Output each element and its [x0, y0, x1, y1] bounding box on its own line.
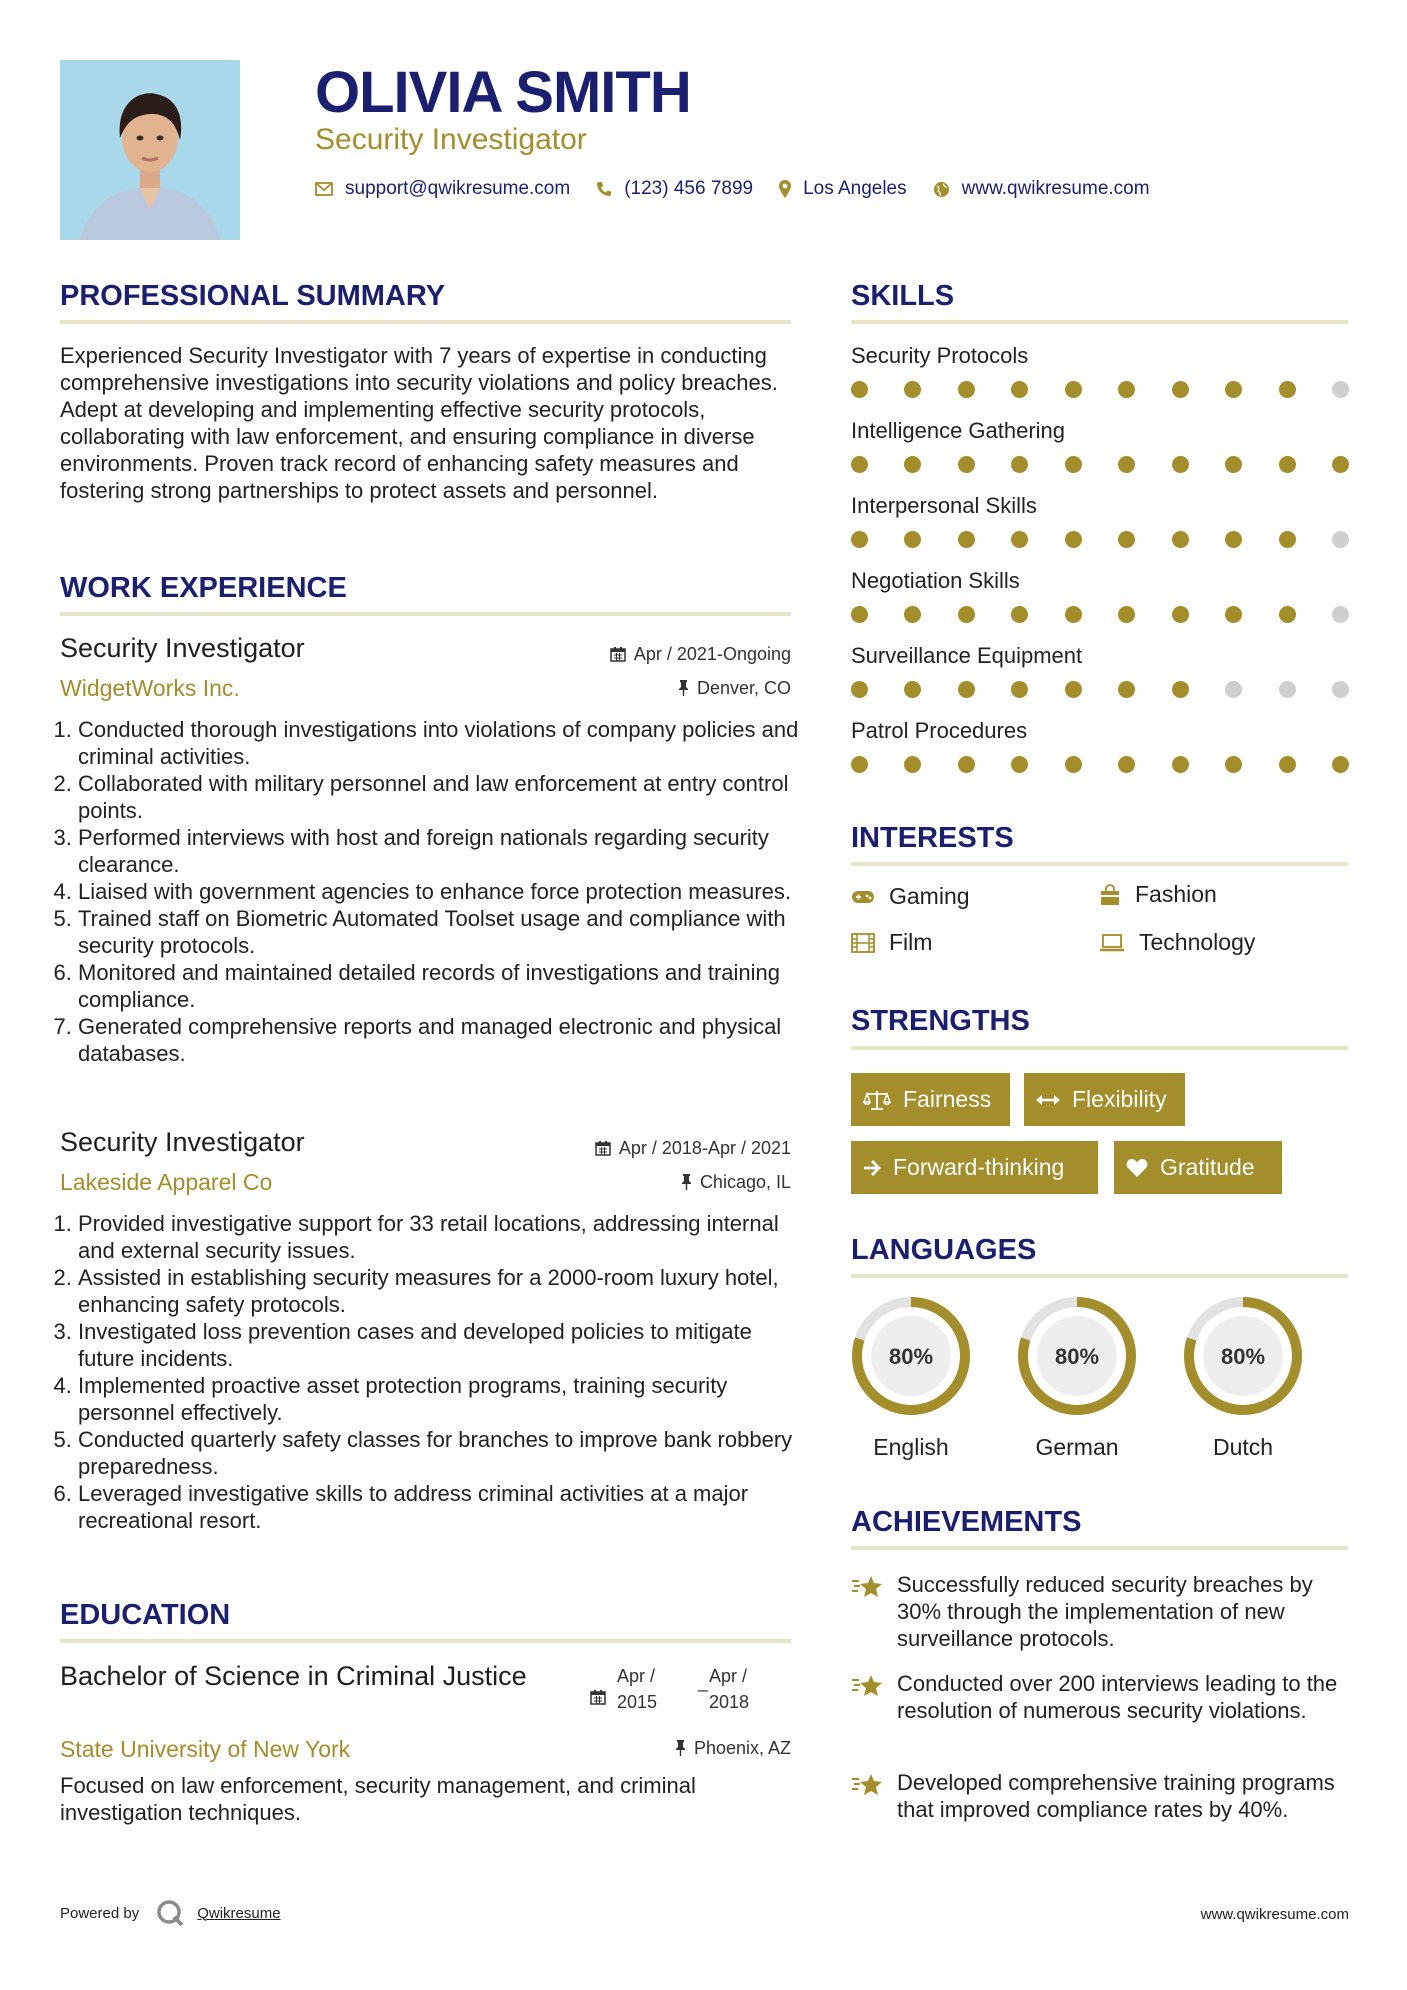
pushpin-icon: [678, 680, 689, 696]
rating-dot-filled: [1225, 456, 1242, 473]
rating-dot-filled: [851, 531, 868, 548]
rating-dot-filled: [1225, 756, 1242, 773]
contact-email[interactable]: support@qwikresume.com: [345, 178, 571, 199]
balance-scale-icon: [863, 1089, 891, 1111]
portrait-image: [60, 60, 240, 240]
languages-divider: [851, 1274, 1348, 1278]
rating-dot-filled: [904, 756, 921, 773]
job-title: Security Investigator: [60, 633, 305, 663]
interest-label: Technology: [1139, 929, 1256, 955]
rating-dot-filled: [958, 606, 975, 623]
interest-item: [1099, 929, 1255, 956]
list-item: 4. Implemented proactive asset protection programs, training security personnel effectively.: [78, 1372, 800, 1426]
strength-badge: [1024, 1073, 1185, 1126]
list-item: 5. Trained staff on Biometric Automated Toolset usage and compliance with security protocols.: [78, 905, 800, 959]
candidate-title: Security Investigator: [315, 123, 587, 156]
interest-label: Fashion: [1135, 881, 1217, 907]
calendar-icon: [610, 646, 626, 662]
skill-rating: [851, 681, 1349, 698]
education-start-year: 2015: [617, 1692, 658, 1712]
language-label: Dutch: [1212, 1434, 1274, 1460]
rating-dot-filled: [851, 681, 868, 698]
rating-dot-filled: [1065, 681, 1082, 698]
languages-heading: LANGUAGES: [851, 1234, 1037, 1266]
company-name: WidgetWorks Inc.: [60, 675, 240, 701]
education-start-month: Apr /: [617, 1666, 656, 1686]
achievements-divider: [851, 1546, 1348, 1550]
rating-dot-empty: [1332, 681, 1349, 698]
achievements-heading: ACHIEVEMENTS: [851, 1506, 1082, 1538]
rating-dot-empty: [1332, 381, 1349, 398]
rating-dot-filled: [1225, 381, 1242, 398]
degree-title: Bachelor of Science in Criminal Justice: [60, 1661, 527, 1691]
list-item: 1. Provided investigative support for 33 retail locations, addressing internal and external security issues.: [78, 1210, 800, 1264]
language-item: [846, 1293, 976, 1461]
rating-dot-filled: [851, 381, 868, 398]
pushpin-icon: [681, 1174, 692, 1190]
list-item: 6. Monitored and maintained detailed records of investigations and training compliance.: [78, 959, 800, 1013]
gamepad-icon: [851, 889, 875, 905]
job-dates-text: Apr / 2021-Ongoing: [633, 644, 791, 664]
rating-dot-filled: [1011, 681, 1028, 698]
strengths-heading: STRENGTHS: [851, 1005, 1030, 1037]
skill-rating: [851, 456, 1349, 473]
rating-dot-empty: [1332, 606, 1349, 623]
footer-website[interactable]: www.qwikresume.com: [1200, 1906, 1349, 1923]
rating-dot-filled: [1065, 606, 1082, 623]
interest-item: [851, 929, 932, 956]
rating-dot-filled: [1172, 381, 1189, 398]
arrows-horizontal-icon: [1036, 1094, 1060, 1106]
strength-label: Flexibility: [1072, 1086, 1167, 1112]
rating-dot-filled: [1118, 531, 1135, 548]
job-location-text: Denver, CO: [696, 678, 791, 698]
shooting-star-icon: [851, 1573, 885, 1601]
pushpin-icon: [675, 1740, 686, 1756]
list-item: 5. Conducted quarterly safety classes for branches to improve bank robbery preparedness.: [78, 1426, 800, 1480]
list-item: 4. Liaised with government agencies to enhance force protection measures.: [78, 878, 800, 905]
job-location-text: Chicago, IL: [699, 1172, 791, 1192]
list-item: 2. Collaborated with military personnel and law enforcement at entry control points.: [78, 770, 800, 824]
rating-dot-empty: [1279, 681, 1296, 698]
skill-rating: [851, 606, 1349, 623]
language-progress-ring: [1178, 1293, 1308, 1419]
rating-dot-filled: [1065, 381, 1082, 398]
heart-icon: [1126, 1158, 1148, 1178]
rating-dot-filled: [1065, 756, 1082, 773]
company-name: Lakeside Apparel Co: [60, 1169, 273, 1195]
skill-rating: [851, 381, 1349, 398]
language-progress-ring: [1012, 1293, 1142, 1419]
rating-dot-filled: [1279, 606, 1296, 623]
rating-dot-filled: [1225, 606, 1242, 623]
skill-label: Security Protocols: [851, 343, 1029, 368]
skill-label: Surveillance Equipment: [851, 643, 1083, 668]
language-percent: 80%: [1054, 1344, 1100, 1369]
contact-bar: [315, 178, 1176, 200]
rating-dot-filled: [1118, 756, 1135, 773]
list-item: 2. Assisted in establishing security measures for a 2000-room luxury hotel, enhancing safety protocols.: [78, 1264, 800, 1318]
rating-dot-filled: [851, 756, 868, 773]
interests-heading: INTERESTS: [851, 822, 1014, 854]
map-pin-icon: [779, 180, 791, 198]
rating-dot-filled: [1279, 381, 1296, 398]
education-end-month: Apr /: [709, 1666, 748, 1686]
skill-rating: [851, 756, 1349, 773]
rating-dot-filled: [851, 606, 868, 623]
list-item: 3. Investigated loss prevention cases and developed policies to mitigate future incidents.: [78, 1318, 800, 1372]
job-location: [520, 1171, 791, 1193]
shooting-star-icon: [851, 1771, 885, 1799]
contact-location: Los Angeles: [803, 178, 907, 199]
rating-dot-filled: [958, 756, 975, 773]
skill-label: Interpersonal Skills: [851, 493, 1037, 518]
rating-dot-filled: [958, 531, 975, 548]
laptop-icon: [1099, 933, 1125, 953]
language-percent: 80%: [888, 1344, 934, 1369]
language-percent: 80%: [1220, 1344, 1266, 1369]
rating-dot-filled: [1118, 681, 1135, 698]
job-dates-text: Apr / 2018-Apr / 2021: [618, 1138, 791, 1158]
achievement-item: [851, 1571, 1351, 1652]
summary-divider: [60, 320, 791, 324]
rating-dot-filled: [958, 681, 975, 698]
rating-dot-filled: [1118, 381, 1135, 398]
rating-dot-filled: [958, 456, 975, 473]
phone-icon: [596, 181, 612, 197]
education-end-year: 2018: [709, 1692, 750, 1712]
strengths-divider: [851, 1046, 1348, 1050]
rating-dot-filled: [1011, 456, 1028, 473]
education-text: Focused on law enforcement, security management, and criminal investigation techniques.: [60, 1773, 696, 1825]
rating-dot-filled: [1279, 756, 1296, 773]
list-item: 1. Conducted thorough investigations into violations of company policies and criminal activities.: [78, 716, 800, 770]
rating-dot-filled: [1011, 381, 1028, 398]
rating-dot-filled: [1172, 756, 1189, 773]
skill-label: Patrol Procedures: [851, 718, 1028, 743]
rating-dot-filled: [904, 531, 921, 548]
achievement-text: Conducted over 200 interviews leading to the resolution of numerous security violations.: [897, 1671, 1338, 1723]
rating-dot-filled: [1172, 456, 1189, 473]
rating-dot-filled: [904, 381, 921, 398]
education-heading: EDUCATION: [60, 1599, 231, 1631]
rating-dot-filled: [1011, 606, 1028, 623]
contact-phone[interactable]: (123) 456 7899: [624, 178, 754, 199]
strength-badge: [1114, 1141, 1282, 1194]
rating-dot-filled: [958, 381, 975, 398]
calendar-icon: [595, 1140, 611, 1156]
strength-badge: [851, 1073, 1010, 1126]
strength-label: Fairness: [903, 1086, 992, 1112]
language-item: [1012, 1293, 1142, 1461]
shooting-star-icon: [851, 1672, 885, 1700]
rating-dot-filled: [1172, 531, 1189, 548]
rating-dot-filled: [1279, 456, 1296, 473]
rating-dot-filled: [1118, 606, 1135, 623]
skill-label: Intelligence Gathering: [851, 418, 1066, 443]
skill-label: Negotiation Skills: [851, 568, 1020, 593]
rating-dot-filled: [1011, 531, 1028, 548]
qwikresume-logo-icon: [155, 1898, 185, 1928]
contact-website[interactable]: www.qwikresume.com: [961, 178, 1150, 199]
school-name: State University of New York: [60, 1736, 351, 1762]
footer-powered-by: [60, 1898, 281, 1928]
achievement-item: [851, 1769, 1351, 1823]
education-location-text: Phoenix, AZ: [693, 1738, 791, 1758]
calendar-icon: [590, 1689, 606, 1705]
rating-dot-filled: [904, 456, 921, 473]
skills-heading: SKILLS: [851, 280, 955, 312]
education-start-date: [617, 1663, 657, 1715]
rating-dot-filled: [1011, 756, 1028, 773]
rating-dot-filled: [1118, 456, 1135, 473]
job-dates: [520, 643, 791, 665]
rating-dot-filled: [1225, 531, 1242, 548]
rating-dot-filled: [851, 456, 868, 473]
job-bullets: [60, 1210, 800, 1534]
rating-dot-filled: [1332, 456, 1349, 473]
skills-divider: [851, 320, 1348, 324]
language-label: English: [873, 1434, 949, 1460]
rating-dot-filled: [1172, 681, 1189, 698]
bag-icon: [1099, 884, 1121, 906]
list-item: 7. Generated comprehensive reports and managed electronic and physical databases.: [78, 1013, 800, 1067]
job-location: [520, 677, 791, 699]
interest-label: Film: [889, 929, 933, 955]
rating-dot-filled: [904, 681, 921, 698]
language-progress-ring: [846, 1293, 976, 1419]
rating-dot-filled: [1279, 531, 1296, 548]
interest-item: [851, 883, 970, 910]
experience-heading: WORK EXPERIENCE: [60, 572, 347, 604]
skill-rating: [851, 531, 1349, 548]
summary-heading: PROFESSIONAL SUMMARY: [60, 280, 446, 312]
strength-label: Forward-thinking: [893, 1154, 1065, 1180]
globe-icon: [933, 181, 950, 198]
list-item: 6. Leveraged investigative skills to address criminal activities at a major recreational resort.: [78, 1480, 800, 1534]
achievement-text: Developed comprehensive training programs that improved compliance rates by 40%.: [897, 1770, 1335, 1822]
rating-dot-filled: [1332, 756, 1349, 773]
envelope-icon: [315, 182, 333, 196]
strength-label: Gratitude: [1160, 1154, 1255, 1180]
job-bullets: [60, 716, 800, 1067]
language-label: German: [1035, 1434, 1119, 1460]
achievement-text: Successfully reduced security breaches by 30% through the implementation of new surveillance protocols.: [897, 1572, 1313, 1651]
rating-dot-filled: [1065, 456, 1082, 473]
job-title: Security Investigator: [60, 1127, 305, 1157]
qwikresume-link[interactable]: Qwikresume: [197, 1904, 281, 1922]
interest-label: Gaming: [889, 883, 970, 909]
powered-by-label: Powered by: [60, 1904, 140, 1922]
rating-dot-filled: [904, 606, 921, 623]
interest-item: [1099, 881, 1217, 908]
language-item: [1178, 1293, 1308, 1461]
education-location: [520, 1737, 791, 1759]
summary-text: Experienced Security Investigator with 7 years of expertise in conducting comprehensive investigations into security violations and policy breaches. Adept at developing and implementing effective security protocols, collaborating with law enforcement, and ensuring compliance in diverse environments. Proven track record of enhancing safety measures and fostering strong partnerships to protect assets and personnel.: [60, 343, 778, 503]
rating-dot-empty: [1225, 681, 1242, 698]
education-date-separator: _: [698, 1672, 709, 1692]
strength-badge: [851, 1141, 1098, 1194]
education-end-date: [709, 1663, 749, 1715]
rating-dot-filled: [1065, 531, 1082, 548]
arrow-right-icon: [863, 1159, 881, 1177]
film-icon: [851, 933, 875, 953]
rating-dot-empty: [1332, 531, 1349, 548]
education-divider: [60, 1639, 791, 1643]
experience-divider: [60, 612, 791, 616]
list-item: 3. Performed interviews with host and foreign nationals regarding security clearance.: [78, 824, 800, 878]
achievement-item: [851, 1670, 1351, 1724]
rating-dot-filled: [1172, 606, 1189, 623]
education-calendar: [590, 1675, 610, 1710]
interests-divider: [851, 862, 1348, 866]
profile-photo: [60, 60, 240, 240]
job-dates: [520, 1137, 791, 1159]
candidate-name: OLIVIA SMITH: [315, 60, 691, 125]
